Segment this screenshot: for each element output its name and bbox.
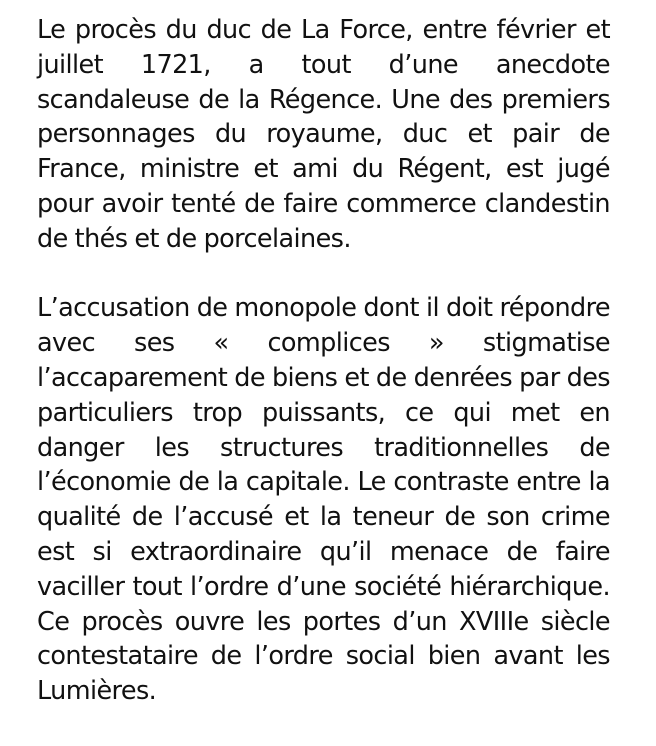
document-body [37,13,610,709]
paragraph-1: Le procès du duc de La Force, entre février et juillet 1721, a tout d’une anecdote scandaleuse de la Régence. Une des premiers personnages du royaume, duc et pair de France, ministre et ami du Régent, est jugé pour avoir tenté de faire commerce clandestin de thés et de porcelaines. [37,15,610,254]
paragraph-2: L’accusation de monopole dont il doit répondre avec ses « complices » stigmatise l’accaparement de biens et de denrées par des particuliers trop puissants, ce qui met en danger les structures traditionnelles de l’économie de la capitale. Le contraste entre la qualité de l’accusé et la teneur de son crime est si extraordinaire qu’il menace de faire vaciller tout l’ordre d’une société hiérarchique. Ce procès ouvre les portes d’un XVIIIe siècle contestataire de l’ordre social bien avant les Lumières. [37,293,610,707]
